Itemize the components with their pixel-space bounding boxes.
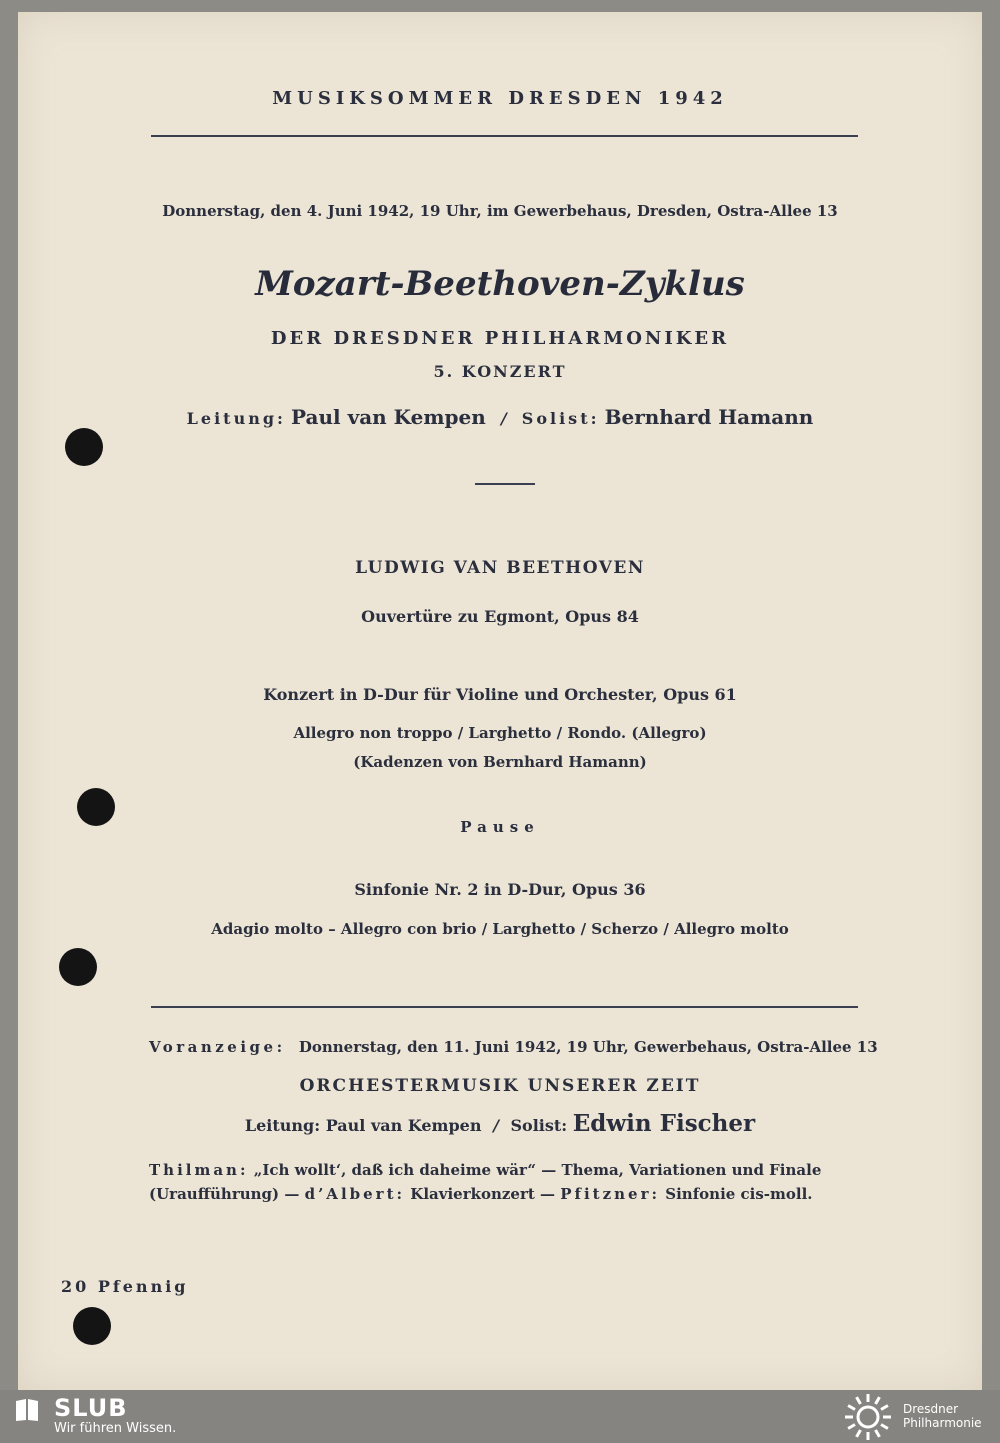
punch-hole (73, 1307, 111, 1345)
price: 20 Pfennig (61, 1277, 189, 1296)
preview-label: Voranzeige: (149, 1038, 286, 1056)
soloist-name: Bernhard Hamann (604, 405, 814, 429)
work-movements: Adagio molto – Allegro con brio / Larghetto / Scherzo / Allegro molto (211, 920, 789, 938)
preview-date-line (149, 1038, 878, 1056)
composer-dalbert: d’Albert: (304, 1185, 406, 1203)
preview-program-text: Sinfonie cis-moll. (665, 1185, 813, 1203)
conductor-name: Paul van Kempen (291, 405, 486, 429)
preview-conductor-name: Paul van Kempen (325, 1116, 482, 1135)
slub-tagline: Wir führen Wissen. (54, 1421, 177, 1436)
slub-book-icon (14, 1398, 40, 1422)
punch-hole (65, 428, 103, 466)
preview-program-line (149, 1182, 859, 1206)
orchestra-name: DER DRESDNER PHILHARMONIKER (270, 328, 730, 349)
philharmonie-logo-text (903, 1402, 982, 1430)
partner-line: Philharmonie (903, 1416, 982, 1430)
composer-name: LUDWIG VAN BEETHOVEN (355, 558, 645, 578)
composer-thilman: Thilman: (149, 1161, 249, 1179)
partner-line: Dresdner (903, 1402, 959, 1416)
preview-divider (151, 1006, 858, 1008)
event-title: Mozart-Beethoven-Zyklus (255, 264, 745, 304)
festival-header: MUSIKSOMMER DRESDEN 1942 (272, 88, 728, 109)
slub-logo-text[interactable]: SLUB (54, 1394, 128, 1422)
header-divider (151, 135, 858, 137)
work-note: (Kadenzen von Bernhard Hamann) (353, 753, 647, 771)
event-date-line: Donnerstag, den 4. Juni 1942, 19 Uhr, im Gewerbehaus, Dresden, Ostra-Allee 13 (162, 202, 838, 220)
preview-program-text: (Uraufführung) — (149, 1185, 300, 1203)
footer-bar (0, 1390, 1000, 1443)
conductor-label: Leitung: (186, 409, 286, 428)
separator: / (500, 409, 507, 428)
work-title: Sinfonie Nr. 2 in D-Dur, Opus 36 (354, 880, 646, 899)
work-title: Konzert in D-Dur für Violine und Orchester, Opus 61 (263, 685, 737, 704)
preview-soloist-name: Edwin Fischer (572, 1110, 756, 1137)
work-movements: Allegro non troppo / Larghetto / Rondo. (Allegro) (293, 724, 707, 742)
preview-date: Donnerstag, den 11. Juni 1942, 19 Uhr, Gewerbehaus, Ostra-Allee 13 (298, 1038, 878, 1056)
philharmonie-logo-icon[interactable] (842, 1394, 894, 1440)
composer-pfitzner: Pfitzner: (560, 1185, 661, 1203)
short-divider (475, 483, 535, 485)
soloist-label: Solist: (521, 409, 600, 428)
preview-title: ORCHESTERMUSIK UNSERER ZEIT (299, 1076, 701, 1096)
preview-program (149, 1158, 859, 1206)
work-title: Ouvertüre zu Egmont, Opus 84 (361, 607, 639, 626)
concert-number: 5. KONZERT (433, 362, 567, 381)
punch-hole (59, 948, 97, 986)
preview-soloist-label: Solist: (510, 1116, 568, 1135)
performers-line (0, 405, 1000, 429)
preview-conductor-label: Leitung: (244, 1116, 321, 1135)
intermission: Pause (460, 818, 540, 836)
preview-program-line (149, 1158, 859, 1182)
preview-program-text: „Ich wollt‘, daß ich daheime wär“ — Thema, Variationen und Finale (253, 1161, 822, 1179)
preview-performers-line (0, 1110, 1000, 1137)
preview-program-text: Klavierkonzert — (410, 1185, 556, 1203)
separator: / (493, 1116, 499, 1135)
